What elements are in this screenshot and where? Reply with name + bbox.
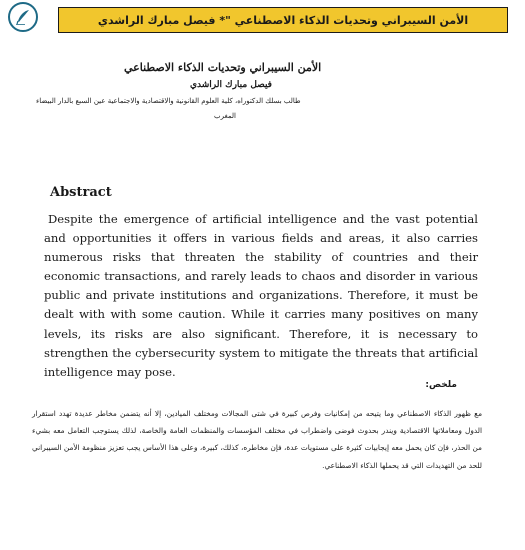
summary-heading: ملخص:: [425, 380, 457, 390]
author-name: فيصل مبارك الراشدي: [190, 80, 272, 90]
journal-banner: [58, 7, 508, 33]
quill-pen-glyph: [14, 8, 32, 26]
summary-body: مع ظهور الذكاء الاصطناعي وما يتيحه من إمكانيات وفرص كبيرة في شتى المجالات ومختلف الميادين، إلا أنه يتضمن مخاطر عديدة تهدد استقرار الدول ومعاملاتها الاقتصادية ويندر بحدوث فوضى واضطراب في مختلف المؤسسات والمنظمات العامة والخاصة، لذلك يستوجب التعامل معه بشيء من الحذر، فإن كان يحمل معه إيجابيات كثيرة على مستويات عدة، فإن مخاطره، كذلك، كبيرة، وعلى هذا الأساس يجب تعزيز منظومة الأمن السيبراني للحد من التهديدات التي قد يحملها الذكاء الاصطناعي.: [32, 409, 482, 470]
abstract-heading: Abstract: [50, 185, 112, 200]
author-affiliation: طالب بسلك الدكتوراه، كلية العلوم القانونية والاقتصادية والاجتماعية عين السبع بالدار البيضاء: [36, 97, 301, 105]
article-title-arabic: الأمن السيبراني وتحديات الذكاء الاصطناعي: [124, 61, 322, 74]
page-header: [8, 5, 508, 35]
banner-text: الأمن السيبراني وتحديات الذكاء الاصطناعي "* فيصل مبارك الراشدي: [97, 13, 469, 27]
abstract-body: Despite the emergence of artificial intelligence and the vast potential and opportunities it offers in various fields and areas, it also carries numerous risks that threaten the stability of countries and their economic transactions, and rarely leads to chaos and disorder in various public and private institutions and organizations. Therefore, it must be dealt with with some caution. While it carries many positives on many levels, its risks are also significant. Therefore, it is necessary to strengthen the cybersecurity system to mitigate the threats that artificial intelligence may pose.: [44, 212, 478, 379]
author-country: المغرب: [214, 112, 236, 120]
quill-pen-icon: [8, 2, 38, 32]
